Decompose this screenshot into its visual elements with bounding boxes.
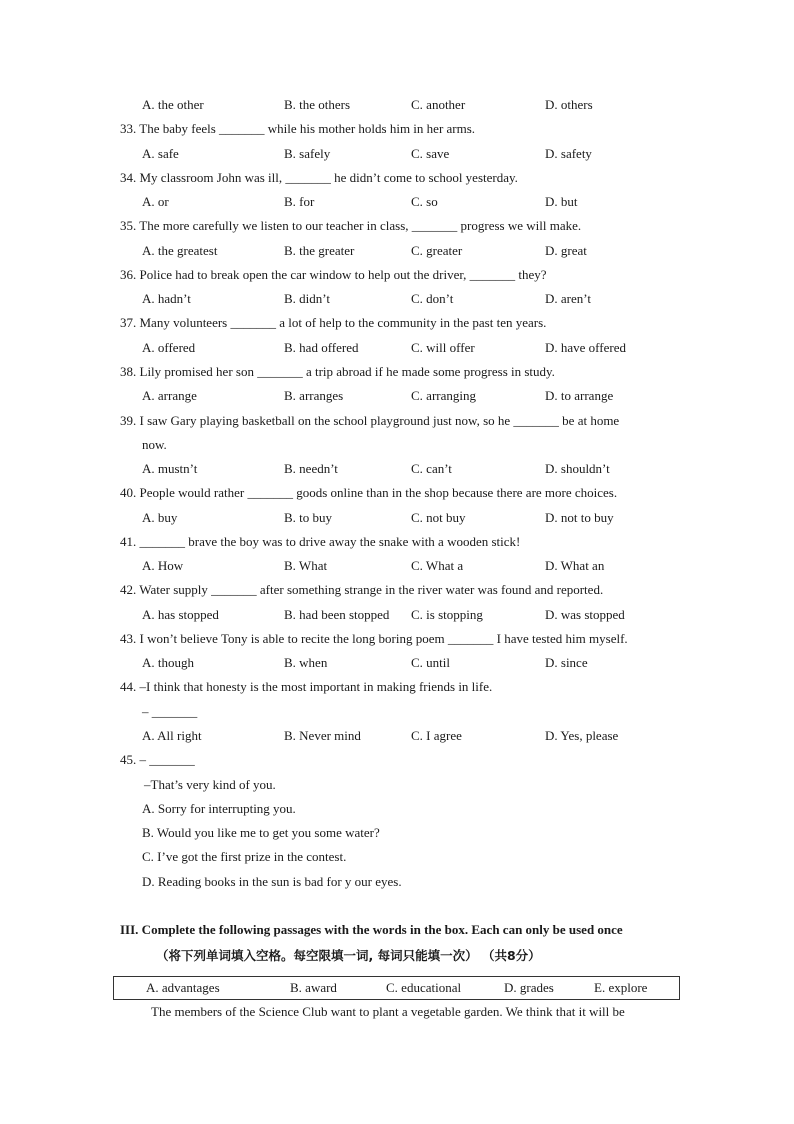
- option-c: C. will offer: [411, 340, 475, 355]
- option-c: C. can’t: [411, 461, 452, 476]
- option-b: B. safely: [284, 146, 331, 161]
- q39-stem-cont: now.: [142, 437, 167, 452]
- option-c: C. not buy: [411, 510, 466, 525]
- q37-stem: 37. Many volunteers _______ a lot of help to the community in the past ten years.: [120, 315, 547, 330]
- option-b: B. didn’t: [284, 291, 330, 306]
- option-a: A. the greatest: [142, 243, 218, 258]
- word-c: C. educational: [386, 980, 462, 995]
- q45-option-b: B. Would you like me to get you some water?: [142, 825, 380, 840]
- option-c: C. don’t: [411, 291, 454, 306]
- q41-stem: 41. _______ brave the boy was to drive away the snake with a wooden stick!: [120, 534, 521, 549]
- q36-stem: 36. Police had to break open the car window to help out the driver, _______ they?: [120, 267, 547, 282]
- option-d: D. have offered: [545, 340, 626, 355]
- option-d: D. Yes, please: [545, 728, 619, 743]
- q45-option-c: C. I’ve got the first prize in the contest.: [142, 849, 347, 864]
- q34-stem: 34. My classroom John was ill, _______ he didn’t come to school yesterday.: [120, 170, 518, 185]
- option-b: B. Never mind: [284, 728, 361, 743]
- q43-stem: 43. I won’t believe Tony is able to recite the long boring poem _______ I have tested him myself.: [120, 631, 628, 646]
- option-b: B. to buy: [284, 510, 333, 525]
- option-c: C. another: [411, 97, 466, 112]
- option-c: C. until: [411, 655, 451, 670]
- word-d: D. grades: [504, 980, 554, 995]
- option-a: A. buy: [142, 510, 178, 525]
- word-b: B. award: [290, 980, 337, 995]
- option-d: D. since: [545, 655, 588, 670]
- option-d: D. but: [545, 194, 578, 209]
- option-b: B. arranges: [284, 388, 344, 403]
- q33-stem: 33. The baby feels _______ while his mother holds him in her arms.: [120, 121, 476, 136]
- passage-first-line: The members of the Science Club want to plant a vegetable garden. We think that it will be: [151, 1004, 625, 1019]
- q45-stem: 45. – _______: [120, 752, 195, 767]
- q45-option-d: D. Reading books in the sun is bad for y our eyes.: [142, 874, 402, 889]
- word-e: E. explore: [594, 980, 648, 995]
- option-d: D. great: [545, 243, 587, 258]
- q39-stem: 39. I saw Gary playing basketball on the school playground just now, so he _______ be at home: [120, 413, 620, 428]
- option-d: D. aren’t: [545, 291, 591, 306]
- option-d: D. safety: [545, 146, 592, 161]
- option-a: A. has stopped: [142, 607, 219, 622]
- option-d: D. not to buy: [545, 510, 614, 525]
- section-3-heading: III. Complete the following passages with the words in the box. Each can only be used once: [120, 922, 623, 937]
- q38-stem: 38. Lily promised her son _______ a trip abroad if he made some progress in study.: [120, 364, 555, 379]
- option-a: A. safe: [142, 146, 179, 161]
- option-c: C. greater: [411, 243, 463, 258]
- word-box: [113, 976, 680, 1000]
- option-c: C. arranging: [411, 388, 476, 403]
- option-b: B. the greater: [284, 243, 355, 258]
- option-d: D. to arrange: [545, 388, 614, 403]
- option-b: B. needn’t: [284, 461, 338, 476]
- option-c: C. I agree: [411, 728, 462, 743]
- q45-reply: –That’s very kind of you.: [144, 777, 276, 792]
- option-d: D. What an: [545, 558, 605, 573]
- option-a: A. mustn’t: [142, 461, 198, 476]
- option-b: B. What: [284, 558, 328, 573]
- word-a: A. advantages: [146, 980, 220, 995]
- option-c: C. What a: [411, 558, 464, 573]
- option-c: C. save: [411, 146, 450, 161]
- option-c: C. so: [411, 194, 438, 209]
- q42-stem: 42. Water supply _______ after something strange in the river water was found and reported.: [120, 582, 604, 597]
- option-b: B. the others: [284, 97, 351, 112]
- option-d: D. shouldn’t: [545, 461, 610, 476]
- option-a: A. All right: [142, 728, 202, 743]
- option-b: B. for: [284, 194, 315, 209]
- q44-stem: 44. –I think that honesty is the most important in making friends in life.: [120, 679, 493, 694]
- q44-response-blank: – _______: [142, 704, 198, 719]
- option-a: A. though: [142, 655, 194, 670]
- option-a: A. offered: [142, 340, 196, 355]
- option-a: A. or: [142, 194, 169, 209]
- option-a: A. arrange: [142, 388, 197, 403]
- q35-stem: 35. The more carefully we listen to our teacher in class, _______ progress we will make.: [120, 218, 582, 233]
- option-b: B. had been stopped: [284, 607, 390, 622]
- section-3-heading-cn: （将下列单词填入空格。每空限填一词, 每词只能填一次） （共8分）: [156, 948, 541, 963]
- q45-option-a: A. Sorry for interrupting you.: [142, 801, 296, 816]
- q40-stem: 40. People would rather _______ goods online than in the shop because there are more choices.: [120, 485, 618, 500]
- option-a: A. hadn’t: [142, 291, 191, 306]
- option-c: C. is stopping: [411, 607, 483, 622]
- option-b: B. when: [284, 655, 328, 670]
- option-a: A. the other: [142, 97, 204, 112]
- option-a: A. How: [142, 558, 184, 573]
- option-d: D. was stopped: [545, 607, 625, 622]
- option-b: B. had offered: [284, 340, 359, 355]
- option-d: D. others: [545, 97, 593, 112]
